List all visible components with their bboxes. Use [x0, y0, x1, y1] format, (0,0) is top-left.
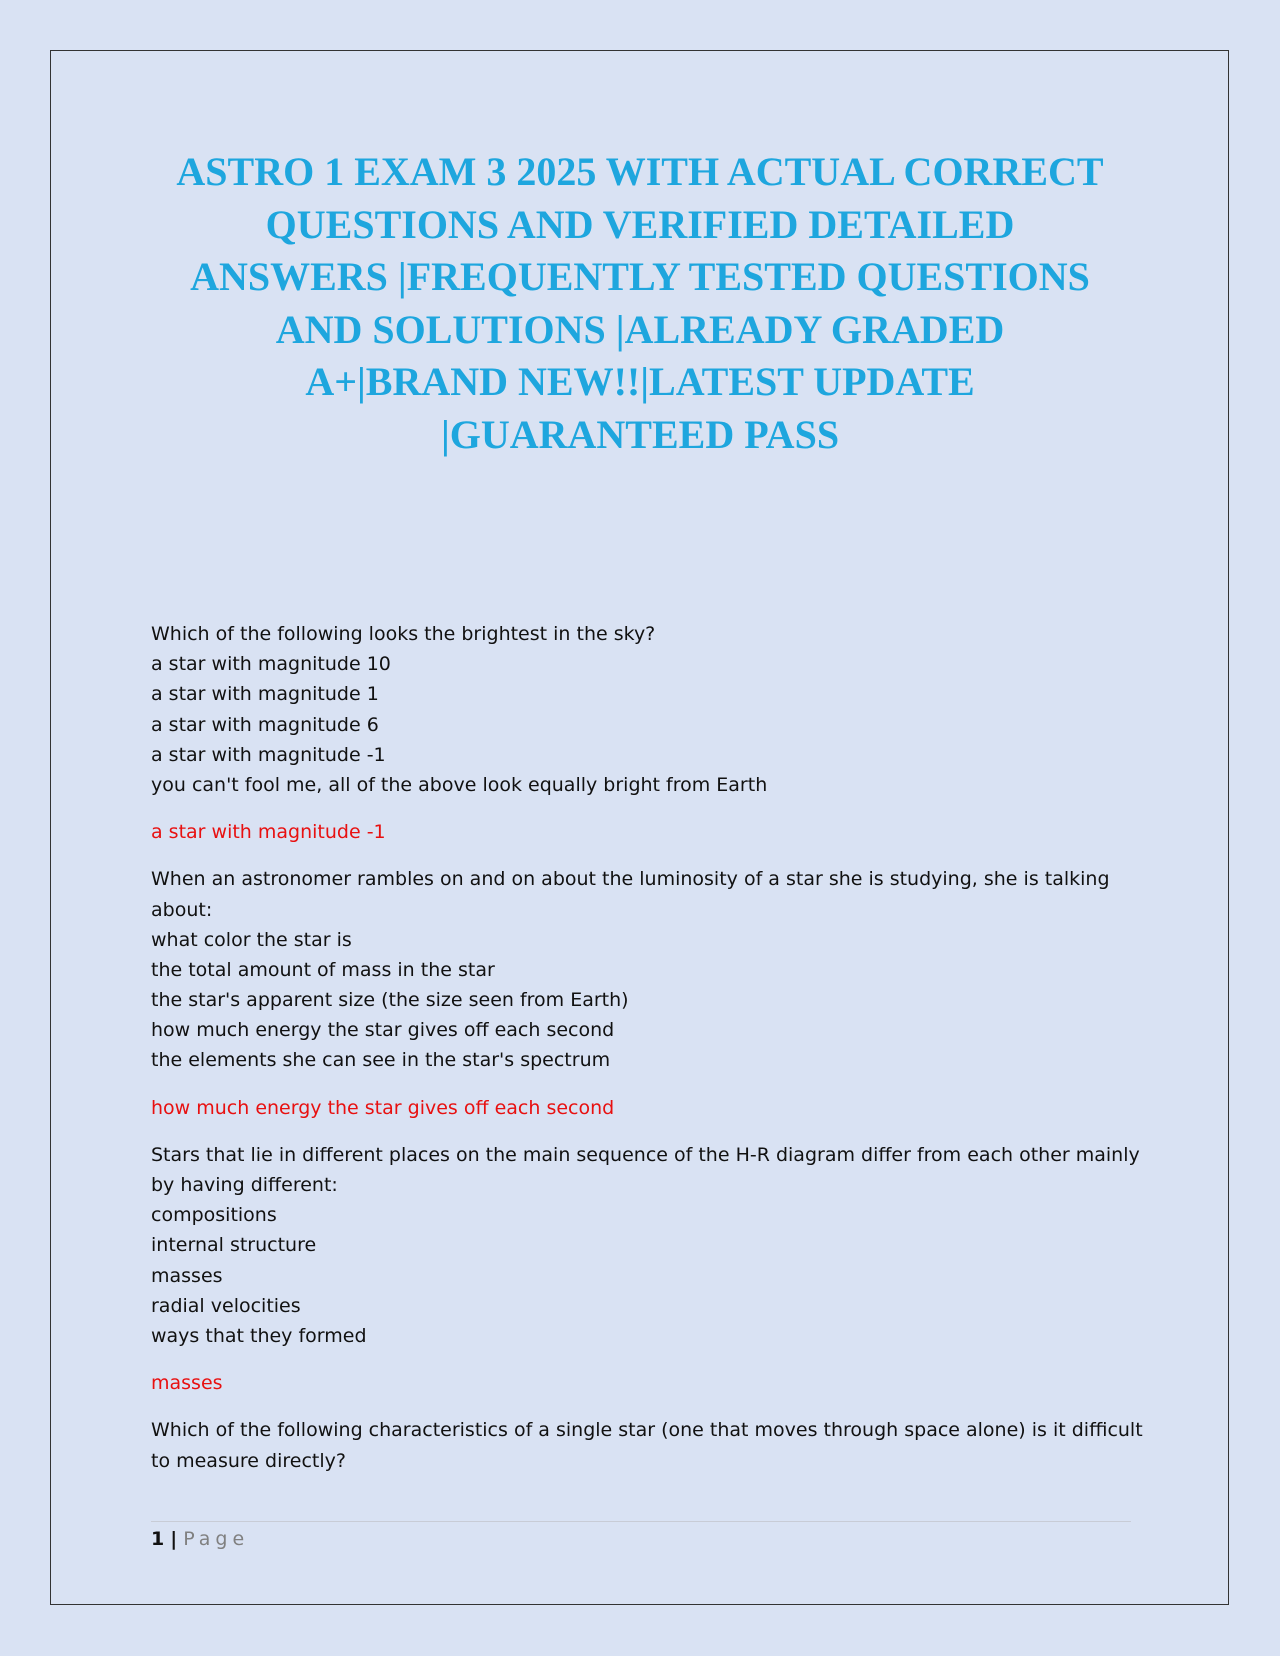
- answer-option: a star with magnitude 6: [151, 713, 379, 736]
- question-list: [151, 619, 1141, 1476]
- footer-divider: [151, 1521, 1131, 1522]
- title-line: QUESTIONS AND VERIFIED DETAILED: [265, 201, 1015, 247]
- correct-answer: masses: [151, 1372, 223, 1395]
- answer-option: masses: [151, 1264, 223, 1287]
- question-block-4: [151, 1415, 1141, 1475]
- answer-option: ways that they formed: [151, 1324, 367, 1347]
- answer-option: radial velocities: [151, 1294, 301, 1317]
- correct-answer: how much energy the star gives off each second: [151, 1096, 615, 1119]
- answer-option: a star with magnitude 10: [151, 653, 391, 676]
- answer-option: the star's apparent size (the size seen from Earth): [151, 989, 629, 1012]
- question-text: about:: [151, 898, 213, 921]
- answer-option: the elements she can see in the star's spectrum: [151, 1049, 611, 1072]
- footer-separator: |: [170, 1528, 178, 1550]
- title-line: ANSWERS |FREQUENTLY TESTED QUESTIONS: [190, 254, 1090, 299]
- question-text: Which of the following characteristics of a single star (one that moves through space alone) is it difficult: [151, 1419, 1143, 1442]
- title-line: AND SOLUTIONS |ALREADY GRADED: [275, 306, 1005, 352]
- answer-option: compositions: [151, 1204, 277, 1227]
- page-footer: [151, 1524, 249, 1554]
- question-block-2: [151, 864, 1141, 1123]
- document-title: [140, 146, 1140, 461]
- title-line: ASTRO 1 EXAM 3 2025 WITH ACTUAL CORRECT: [176, 149, 1104, 194]
- title-line: A+|BRAND NEW!!|LATEST UPDATE: [305, 359, 975, 404]
- question-text: to measure directly?: [151, 1449, 346, 1472]
- page-number: 1: [151, 1528, 165, 1550]
- question-text: by having different:: [151, 1174, 338, 1196]
- question-text: When an astronomer rambles on and on about the luminosity of a star she is studying, she is talking: [151, 868, 1110, 891]
- answer-option: what color the star is: [151, 928, 352, 951]
- question-text: Which of the following looks the brightest in the sky?: [151, 623, 656, 645]
- title-line: |GUARANTEED PASS: [440, 411, 840, 457]
- answer-option: the total amount of mass in the star: [151, 958, 495, 981]
- answer-option: a star with magnitude -1: [151, 743, 386, 766]
- answer-option: a star with magnitude 1: [151, 683, 379, 706]
- correct-answer: a star with magnitude -1: [151, 821, 386, 844]
- answer-option: how much energy the star gives off each second: [151, 1019, 615, 1042]
- question-block-3: [151, 1140, 1141, 1399]
- page-label: Page: [183, 1528, 250, 1550]
- answer-option: you can't fool me, all of the above look equally bright from Earth: [151, 773, 768, 796]
- answer-option: internal structure: [151, 1234, 317, 1257]
- question-block-1: [151, 619, 1141, 847]
- question-text: Stars that lie in different places on the main sequence of the H-R diagram differ from each other mainly: [151, 1143, 1140, 1166]
